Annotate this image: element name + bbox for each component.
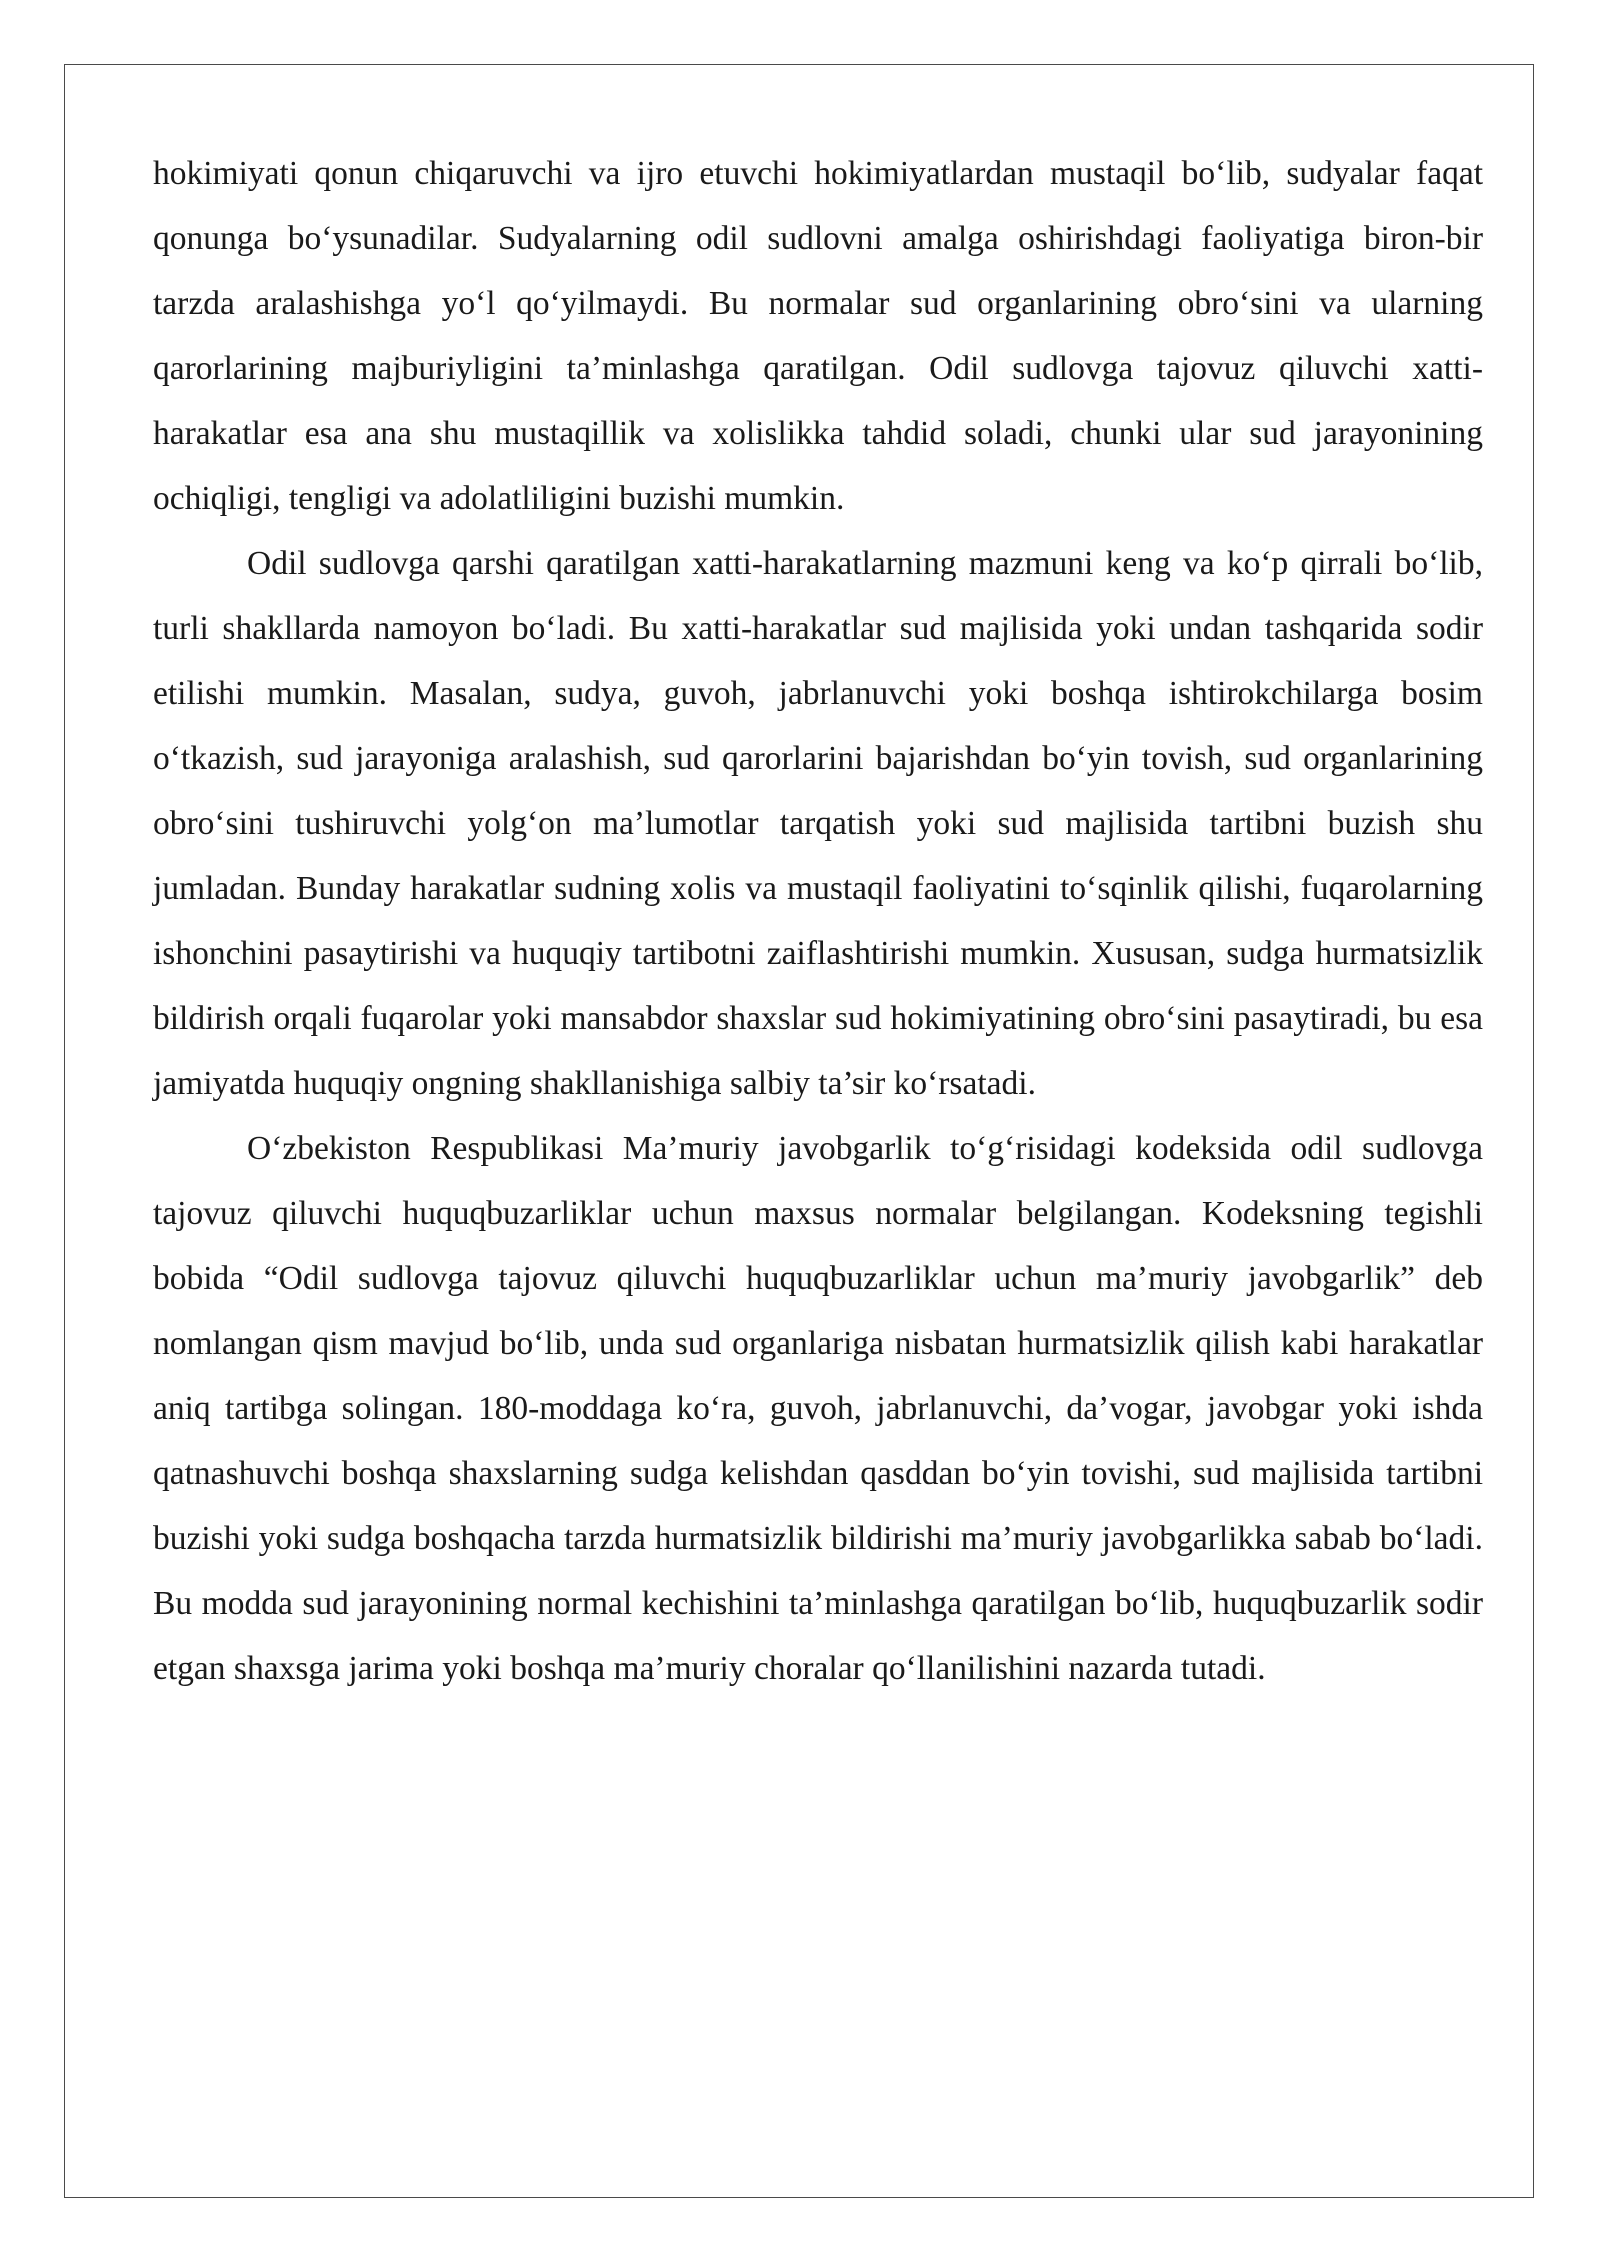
paragraph-2: Odil sudlovga qarshi qaratilgan xatti-harakatlarning mazmuni keng va ko‘p qirrali bo‘lib, turli shakllarda namoyon bo‘ladi. Bu xatti-harakatlar sud majlisida yoki undan tashqarida sodir etilishi mumkin. Masalan, sudya, guvoh, jabrlanuvchi yoki boshqa ishtirokchilarga bosim o‘tkazish, sud jarayoniga aralashish, sud qarorlarini bajarishdan bo‘yin tovish, sud organlarining obro‘sini tushiruvchi yolg‘on ma’lumotlar tarqatish yoki sud majlisida tartibni buzish shu jumladan. Bunday harakatlar sudning xolis va mustaqil faoliyatini to‘sqinlik qilishi, fuqarolarning ishonchini pasaytirishi va huquqiy tartibotni zaiflashtirishi mumkin. Xususan, sudga hurmatsizlik bildirish orqali fuqarolar yoki mansabdor shaxslar sud hokimiyatining obro‘sini pasaytiradi, bu esa jamiyatda huquqiy ongning shakllanishiga salbiy ta’sir ko‘rsatadi.	[153, 545, 1483, 1102]
paragraph-1: hokimiyati qonun chiqaruvchi va ijro etuvchi hokimiyatlardan mustaqil bo‘lib, sudyalar faqat qonunga bo‘ysunadilar. Sudyalarning odil sudlovni amalga oshirishdagi faoliyatiga biron-bir tarzda aralashishga yo‘l qo‘yilmaydi. Bu normalar sud organlarining obro‘sini va ularning qarorlarining majburiyligini ta’minlashga qaratilgan. Odil sudlovga tajovuz qiluvchi xatti-harakatlar esa ana shu mustaqillik va xolislikka tahdid soladi, chunki ular sud jarayonining ochiqligi, tengligi va adolatliligini buzishi mumkin.	[153, 155, 1483, 517]
document-body	[153, 141, 1483, 1701]
paragraph-3: O‘zbekiston Respublikasi Ma’muriy javobgarlik to‘g‘risidagi kodeksida odil sudlovga tajovuz qiluvchi huquqbuzarliklar uchun maxsus normalar belgilangan. Kodeksning tegishli bobida “Odil sudlovga tajovuz qiluvchi huquqbuzarliklar uchun ma’muriy javobgarlik” deb nomlangan qism mavjud bo‘lib, unda sud organlariga nisbatan hurmatsizlik qilish kabi harakatlar aniq tartibga solingan. 180-moddaga ko‘ra, guvoh, jabrlanuvchi, da’vogar, javobgar yoki ishda qatnashuvchi boshqa shaxslarning sudga kelishdan qasddan bo‘yin tovishi, sud majlisida tartibni buzishi yoki sudga boshqacha tarzda hurmatsizlik bildirishi ma’muriy javobgarlikka sabab bo‘ladi. Bu modda sud jarayonining normal kechishini ta’minlashga qaratilgan bo‘lib, huquqbuzarlik sodir etgan shaxsga jarima yoki boshqa ma’muriy choralar qo‘llanilishini nazarda tutadi.	[153, 1130, 1483, 1687]
